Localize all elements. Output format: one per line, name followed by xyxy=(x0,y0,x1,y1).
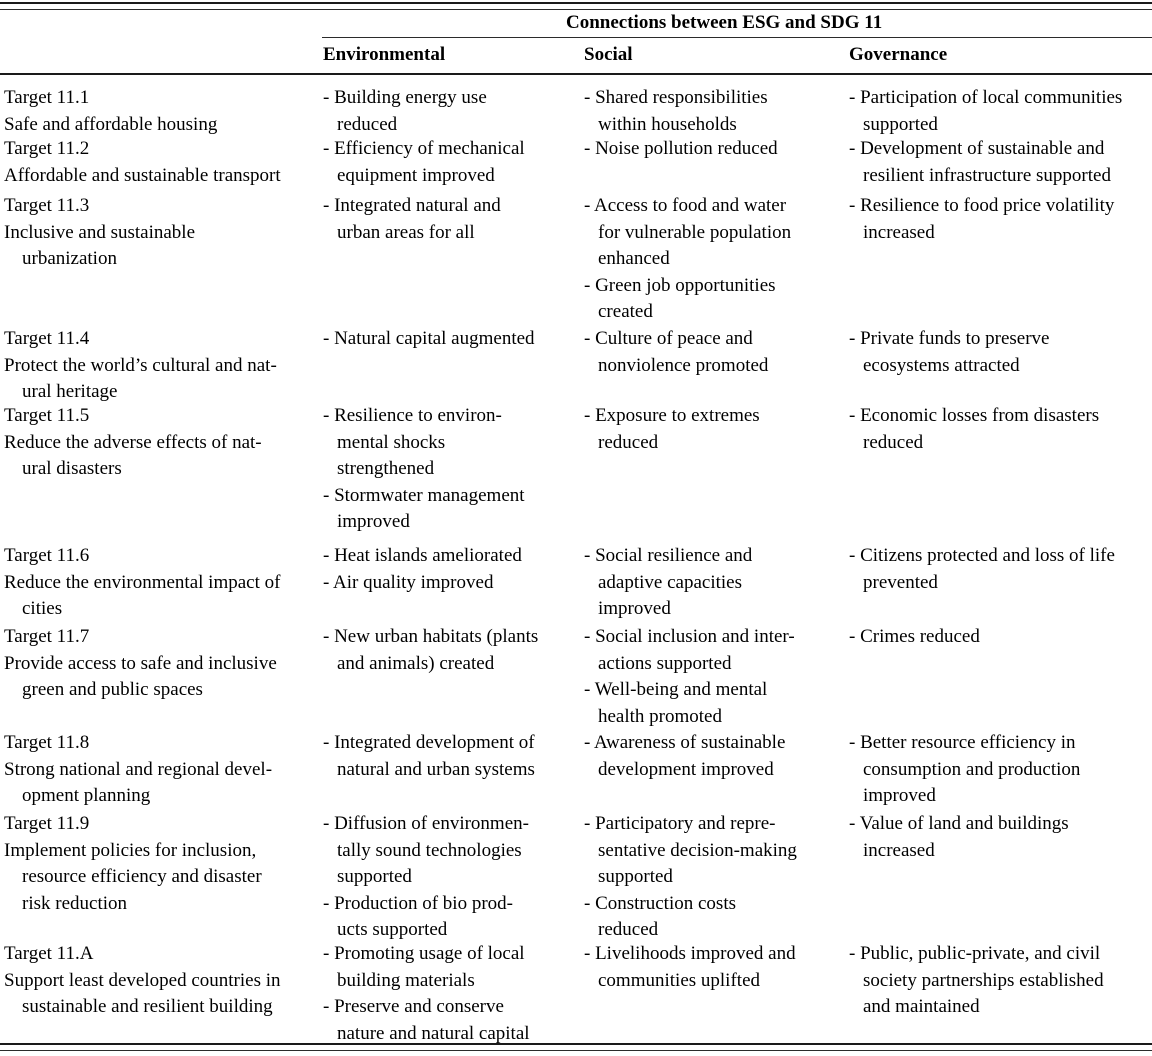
table-bottom-rule-inner xyxy=(0,1050,1152,1051)
table-top-rule-inner xyxy=(0,9,1152,10)
cell-line: - Public, public-private, and civil xyxy=(849,943,1101,964)
cell-line: Safe and affordable housing xyxy=(4,113,218,135)
cell-line: opment planning xyxy=(22,785,151,806)
cell-line: reduced xyxy=(598,919,659,940)
column-header-social: Social xyxy=(584,44,633,65)
cell-line: and animals) created xyxy=(337,652,495,674)
cell-line: - Natural capital augmented xyxy=(323,328,535,349)
cell-line: - Heat islands ameliorated xyxy=(323,545,522,566)
cell-line: - Exposure to extremes xyxy=(584,405,760,426)
cell-line: ural heritage xyxy=(22,381,118,402)
cell-line: - Participation of local communities xyxy=(849,87,1123,108)
cell-line: supported xyxy=(863,113,938,135)
cell-line: improved xyxy=(863,785,936,806)
cell-line: cities xyxy=(22,598,63,619)
cell-line: natural and urban systems xyxy=(337,758,535,780)
cell-line: - Noise pollution reduced xyxy=(584,138,778,159)
cell-line: ecosystems attracted xyxy=(863,354,1020,376)
cell-line: - Value of land and buildings xyxy=(849,813,1069,834)
cell-line: Target 11.3 xyxy=(4,195,90,216)
cell-line: Target 11.2 xyxy=(4,138,90,159)
cell-line: - Building energy use xyxy=(323,87,487,108)
cell-line: enhanced xyxy=(598,248,670,269)
cell-line: - Private funds to preserve xyxy=(849,328,1050,349)
cell-line: Target 11.8 xyxy=(4,732,90,753)
cell-line: - Diffusion of environmen- xyxy=(323,813,529,834)
cell-line: - Integrated development of xyxy=(323,732,535,753)
cell-line: equipment improved xyxy=(337,164,495,186)
cell-line: adaptive capacities xyxy=(598,571,743,593)
cell-line: within households xyxy=(598,113,737,135)
column-header-environmental: Environmental xyxy=(323,44,446,65)
cell-line: reduced xyxy=(337,113,398,135)
cell-line: urban areas for all xyxy=(337,221,475,243)
cell-line: Target 11.6 xyxy=(4,545,90,566)
cell-line: - Crimes reduced xyxy=(849,626,980,647)
cell-line: Reduce the environmental impact of xyxy=(4,571,281,593)
cell-line: Target 11.1 xyxy=(4,87,90,108)
cell-line: improved xyxy=(598,598,671,619)
cell-line: - Citizens protected and loss of life xyxy=(849,545,1115,566)
table-bottom-rule-outer xyxy=(0,1043,1152,1045)
cell-line: sustainable and resilient building xyxy=(22,996,273,1017)
cell-line: increased xyxy=(863,839,935,861)
cell-line: green and public spaces xyxy=(22,679,203,700)
cell-line: - Stormwater management xyxy=(323,484,525,506)
cell-line: - Well-being and mental xyxy=(584,679,768,700)
cell-line: - Preserve and conserve xyxy=(323,996,504,1017)
cell-line: - Efficiency of mechanical xyxy=(323,138,525,159)
cell-line: Target 11.4 xyxy=(4,328,90,349)
cell-line: - Air quality improved xyxy=(323,571,494,593)
group-header-rule xyxy=(322,37,1152,38)
cell-line: communities uplifted xyxy=(598,969,761,991)
cell-line: Implement policies for inclusion, xyxy=(4,839,257,861)
cell-line: - Development of sustainable and xyxy=(849,138,1105,159)
group-header-label: Connections between ESG and SDG 11 xyxy=(566,12,883,33)
cell-line: supported xyxy=(598,866,673,887)
cell-line: supported xyxy=(337,866,412,887)
cell-line: tally sound technologies xyxy=(337,839,522,861)
cell-line: - Integrated natural and xyxy=(323,195,501,216)
cell-line: Target 11.7 xyxy=(4,626,90,647)
cell-line: reduced xyxy=(863,431,924,453)
cell-line: strengthened xyxy=(337,458,435,479)
cell-line: - Green job opportunities xyxy=(584,274,776,296)
cell-line: - Shared responsibilities xyxy=(584,87,768,108)
cell-line: - Better resource efficiency in xyxy=(849,732,1076,753)
cell-line: sentative decision-making xyxy=(598,839,797,861)
cell-line: consumption and production xyxy=(863,758,1081,780)
cell-line: resilient infrastructure supported xyxy=(863,164,1111,186)
cell-line: Support least developed countries in xyxy=(4,969,281,991)
cell-line: society partnerships established xyxy=(863,969,1104,991)
cell-line: - Social resilience and xyxy=(584,545,753,566)
cell-line: and maintained xyxy=(863,996,980,1017)
cell-line: for vulnerable population xyxy=(598,221,792,243)
cell-line: - Construction costs xyxy=(584,892,736,914)
cell-line: - Resilience to food price volatility xyxy=(849,195,1115,216)
cell-line: actions supported xyxy=(598,652,732,674)
cell-line: - New urban habitats (plants xyxy=(323,626,539,647)
cell-line: resource efficiency and disaster xyxy=(22,866,262,887)
cell-line: urbanization xyxy=(22,248,117,269)
cell-line: Target 11.9 xyxy=(4,813,90,834)
cell-line: Protect the world’s cultural and nat- xyxy=(4,354,277,376)
cell-line: nonviolence promoted xyxy=(598,354,769,376)
cell-line: - Production of bio prod- xyxy=(323,892,513,914)
cell-line: created xyxy=(598,301,653,322)
table-top-rule-outer xyxy=(0,2,1152,4)
cell-line: - Economic losses from disasters xyxy=(849,405,1100,426)
cell-line: nature and natural capital xyxy=(337,1022,530,1044)
cell-line: - Participatory and repre- xyxy=(584,813,776,834)
cell-line: - Access to food and water xyxy=(584,195,787,216)
cell-line: reduced xyxy=(598,431,659,453)
cell-line: Reduce the adverse effects of nat- xyxy=(4,431,262,453)
cell-line: - Culture of peace and xyxy=(584,328,753,349)
cell-line: ucts supported xyxy=(337,919,448,940)
cell-line: Provide access to safe and inclusive xyxy=(4,652,277,674)
cell-line: Strong national and regional devel- xyxy=(4,758,273,780)
cell-line: increased xyxy=(863,221,935,243)
cell-line: building materials xyxy=(337,969,475,991)
cell-line: - Resilience to environ- xyxy=(323,405,502,426)
cell-line: Affordable and sustainable transport xyxy=(4,164,281,186)
cell-line: - Livelihoods improved and xyxy=(584,943,796,964)
cell-line: ural disasters xyxy=(22,458,122,479)
cell-line: Target 11.5 xyxy=(4,405,90,426)
cell-line: mental shocks xyxy=(337,431,446,453)
cell-line: - Awareness of sustainable xyxy=(584,732,786,753)
cell-line: - Social inclusion and inter- xyxy=(584,626,795,647)
cell-line: - Promoting usage of local xyxy=(323,943,525,964)
cell-line: prevented xyxy=(863,571,938,593)
column-header-governance: Governance xyxy=(849,44,948,65)
cell-line: risk reduction xyxy=(22,892,128,914)
cell-line: Inclusive and sustainable xyxy=(4,221,196,243)
cell-line: development improved xyxy=(598,758,774,780)
cell-line: health promoted xyxy=(598,705,722,727)
cell-line: improved xyxy=(337,511,410,532)
cell-line: Target 11.A xyxy=(4,943,94,964)
header-bottom-rule xyxy=(0,73,1152,75)
